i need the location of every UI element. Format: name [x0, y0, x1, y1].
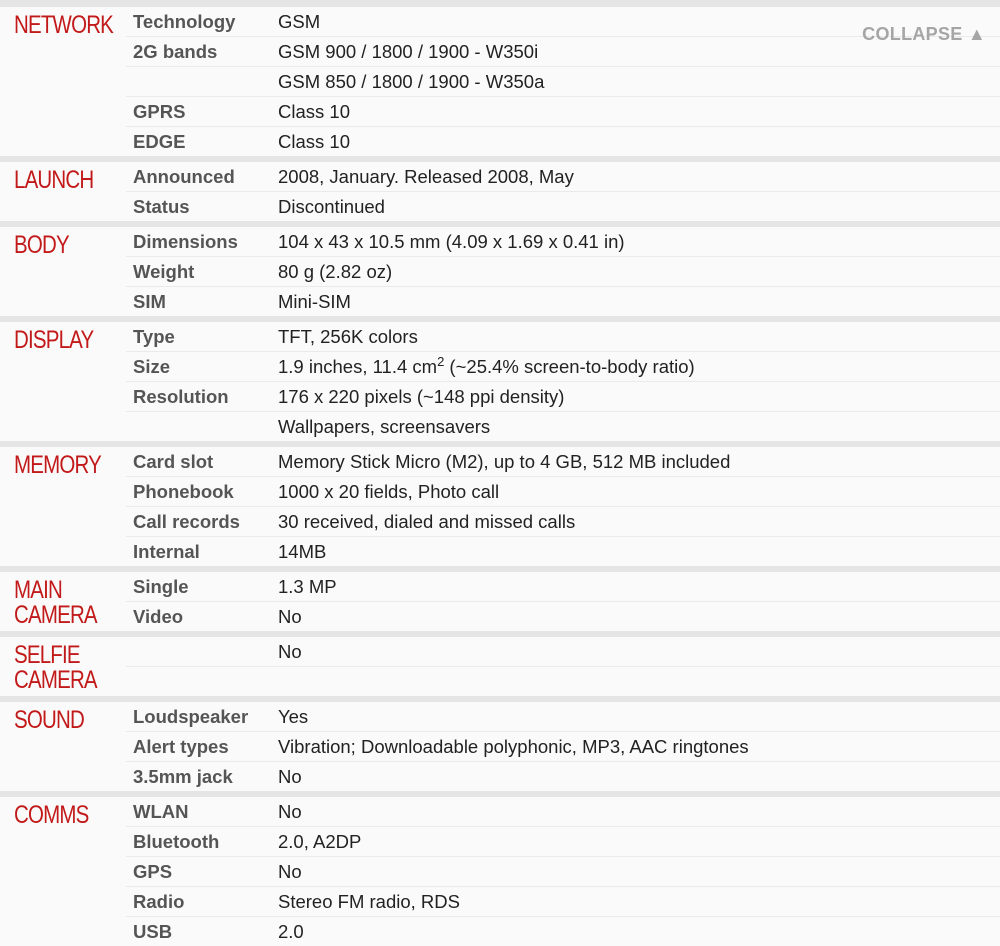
spec-label[interactable]: Call records [133, 510, 240, 532]
spec-value-text: Vibration; Downloadable polyphonic, MP3, AAC ringtones [278, 735, 749, 757]
spec-label[interactable]: Single [133, 575, 189, 597]
section-network [0, 7, 1000, 156]
section-title: SELFIE CAMERA [14, 641, 97, 694]
spec-label[interactable]: Announced [133, 165, 235, 187]
spec-row [126, 797, 1000, 827]
spec-value-text: GSM 900 / 1800 / 1900 - W350i [278, 40, 539, 62]
spec-row [126, 572, 1000, 602]
spec-value-text: Yes [278, 705, 309, 727]
spec-label[interactable]: Internal [133, 540, 200, 562]
spec-value [278, 11, 320, 33]
spec-label[interactable]: Card slot [133, 450, 214, 472]
spec-row [126, 857, 1000, 887]
spec-value-text: TFT, 256K colors [278, 325, 418, 347]
spec-value [278, 576, 337, 598]
spec-label[interactable]: USB [133, 920, 173, 942]
spec-value-text: 2.0 [278, 920, 304, 942]
spec-label[interactable]: EDGE [133, 130, 186, 152]
spec-value-text: Class 10 [278, 130, 350, 152]
spec-value [278, 831, 361, 853]
spec-value-text: 2.0, A2DP [278, 830, 362, 852]
section-title: COMMS [14, 801, 89, 829]
spec-value [278, 606, 302, 628]
spec-row [126, 287, 1000, 316]
spec-value-text: Stereo FM radio, RDS [278, 890, 460, 912]
spec-row [126, 322, 1000, 352]
spec-value [278, 166, 574, 188]
spec-value-text: 1.3 MP [278, 575, 337, 597]
spec-value [278, 706, 308, 728]
spec-label[interactable]: Phonebook [133, 480, 234, 502]
spec-value-superscript: 2 [437, 353, 445, 369]
spec-row [126, 477, 1000, 507]
spec-value-text: 30 received, dialed and missed calls [278, 510, 576, 532]
section-sound [0, 702, 1000, 791]
section-title: NETWORK [14, 11, 114, 39]
spec-value [278, 766, 302, 788]
spec-value [278, 101, 350, 123]
spec-label[interactable]: Technology [133, 10, 236, 32]
spec-value [278, 196, 385, 218]
spec-value [278, 326, 418, 348]
spec-row [126, 507, 1000, 537]
section-title: SOUND [14, 706, 84, 734]
spec-value-text: No [278, 605, 302, 627]
section-title: DISPLAY [14, 326, 94, 354]
section-title: LAUNCH [14, 166, 94, 194]
spec-row [126, 382, 1000, 412]
section-body [0, 227, 1000, 316]
spec-value [278, 231, 625, 253]
spec-row [126, 162, 1000, 192]
spec-label[interactable]: WLAN [133, 800, 189, 822]
spec-label[interactable]: Video [133, 605, 184, 627]
spec-label[interactable]: Bluetooth [133, 830, 220, 852]
spec-value-text: 176 x 220 pixels (~148 ppi density) [278, 385, 565, 407]
spec-value [278, 131, 350, 153]
spec-value-text: 1.9 inches, 11.4 cm [278, 355, 438, 377]
spec-value-text: GSM 850 / 1800 / 1900 - W350a [278, 70, 545, 92]
spec-value [278, 353, 695, 378]
section-selfie-camera [0, 637, 1000, 696]
spec-label[interactable]: Loudspeaker [133, 705, 249, 727]
spec-value-text: Discontinued [278, 195, 385, 217]
spec-row [126, 762, 1000, 791]
spec-row [126, 637, 1000, 667]
spec-value [278, 861, 302, 883]
spec-row [126, 257, 1000, 287]
spec-row [126, 412, 1000, 441]
spec-value-text: 14MB [278, 540, 327, 562]
spec-label[interactable]: Size [133, 355, 171, 377]
section-title: MEMORY [14, 451, 101, 479]
spec-label[interactable]: 2G bands [133, 40, 218, 62]
spec-row [126, 602, 1000, 631]
section-title: BODY [14, 231, 69, 259]
spec-value [278, 801, 302, 823]
spec-value-text: No [278, 800, 302, 822]
spec-row [126, 537, 1000, 566]
spec-row [126, 732, 1000, 762]
spec-row [126, 352, 1000, 382]
spec-value [278, 641, 302, 663]
spec-value-text: No [278, 765, 302, 787]
spec-value-text: Memory Stick Micro (M2), up to 4 GB, 512 MB included [278, 450, 731, 472]
spec-value-text: 1000 x 20 fields, Photo call [278, 480, 500, 502]
spec-label[interactable]: 3.5mm jack [133, 765, 233, 787]
section-comms [0, 797, 1000, 946]
spec-value-text: Mini-SIM [278, 290, 351, 312]
spec-row [126, 917, 1000, 946]
spec-row [126, 702, 1000, 732]
section-display [0, 322, 1000, 441]
spec-value [278, 386, 564, 408]
spec-value-text: GSM [278, 10, 321, 32]
spec-label[interactable]: Status [133, 195, 190, 217]
section-launch [0, 162, 1000, 221]
spec-value [278, 416, 490, 438]
spec-row [126, 227, 1000, 257]
spec-value [278, 261, 392, 283]
collapse-button[interactable]: COLLAPSE ▲ [862, 24, 986, 44]
section-memory [0, 447, 1000, 566]
spec-row [126, 192, 1000, 221]
spec-row [126, 827, 1000, 857]
spec-value [278, 481, 499, 503]
spec-label[interactable]: Weight [133, 260, 195, 282]
spec-label[interactable]: GPS [133, 860, 173, 882]
spec-value [278, 41, 538, 63]
spec-label[interactable]: Radio [133, 890, 185, 912]
spec-row [126, 447, 1000, 477]
spec-label[interactable]: SIM [133, 290, 166, 312]
spec-row [126, 97, 1000, 127]
spec-value-suffix: (~25.4% screen-to-body ratio) [444, 355, 695, 377]
spec-value [278, 511, 575, 533]
spec-value [278, 451, 730, 473]
spec-value [278, 541, 326, 563]
spec-row [126, 887, 1000, 917]
spec-value-text: Class 10 [278, 100, 350, 122]
spec-label[interactable]: Alert types [133, 735, 229, 757]
spec-value [278, 891, 460, 913]
spec-row [126, 127, 1000, 156]
spec-label[interactable]: Dimensions [133, 230, 238, 252]
spec-value-text: 80 g (2.82 oz) [278, 260, 393, 282]
spec-label[interactable]: Resolution [133, 385, 229, 407]
section-title: MAIN CAMERA [14, 576, 97, 629]
spec-value-text: No [278, 640, 302, 662]
spec-row [126, 667, 1000, 696]
spec-label[interactable]: Type [133, 325, 175, 347]
spec-value-text: 104 x 43 x 10.5 mm (4.09 x 1.69 x 0.41 in) [278, 230, 625, 252]
spec-value-text: Wallpapers, screensavers [278, 415, 491, 437]
spec-value [278, 921, 304, 943]
section-main-camera [0, 572, 1000, 631]
spec-value [278, 736, 749, 758]
spec-value [278, 291, 351, 313]
spec-value-text: No [278, 860, 302, 882]
spec-label[interactable]: GPRS [133, 100, 186, 122]
spec-value [278, 71, 544, 93]
spec-row [126, 67, 1000, 97]
spec-value-text: 2008, January. Released 2008, May [278, 165, 574, 187]
